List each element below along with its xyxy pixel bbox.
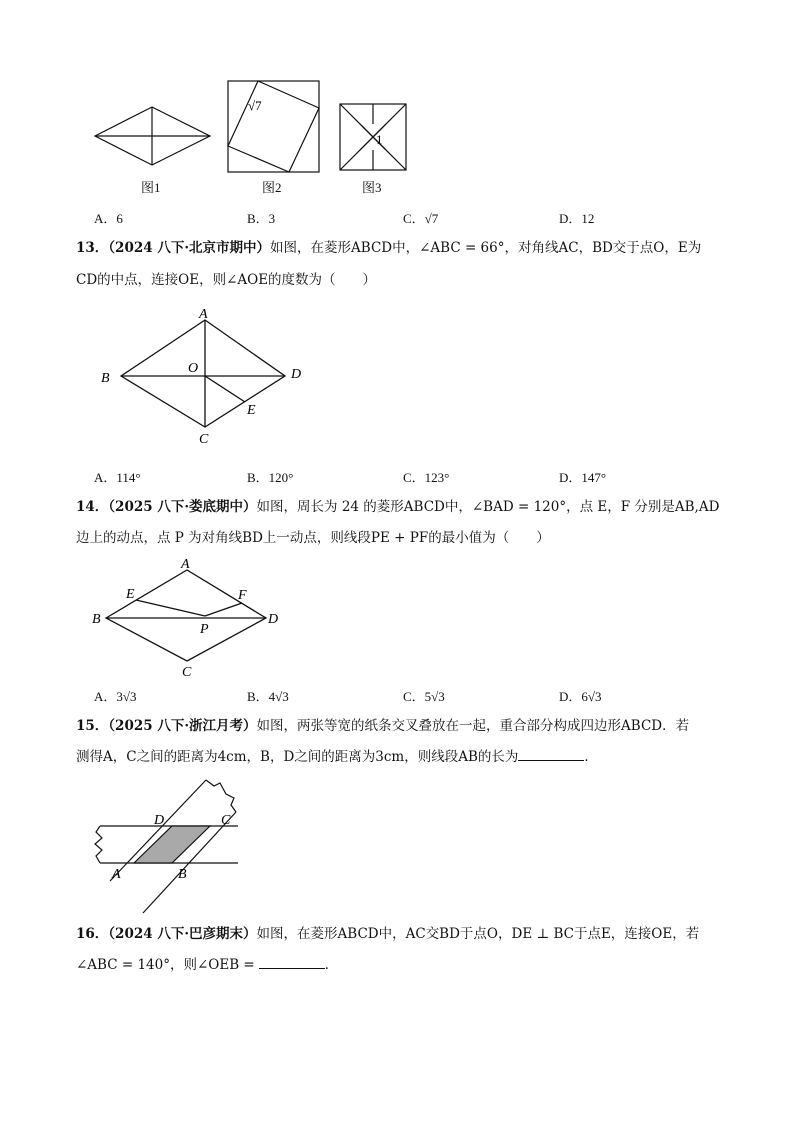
q16-text2: ∠ABC = 140°，则∠OEB = [76, 957, 255, 973]
q16-text1: 如图，在菱形ABCD中，AC交BD于点O，DE ⊥ BC于点E，连接OE，若 [256, 926, 700, 942]
q12-option-c: C．√7 [403, 211, 439, 226]
fig3-caption: 图3 [362, 180, 382, 195]
q15-text1: 如图，两张等宽的纸条交叉叠放在一起，重合部分构成四边形ABCD．若 [256, 718, 690, 734]
q15-point-a: A [112, 867, 121, 882]
q15-stem-line2 [76, 747, 598, 767]
q14-option-b: B．4√3 [247, 689, 289, 704]
fig3-pinwheel [340, 104, 406, 170]
q14-point-p: P [200, 622, 209, 637]
q15-source: （2025 八下·浙江月考） [108, 718, 257, 734]
q16-answer-blank[interactable] [259, 956, 325, 969]
q14-source: （2025 八下·娄底期中） [108, 499, 257, 515]
fig1-rhombus [95, 107, 210, 165]
q15-point-c: C [221, 813, 231, 828]
q14-number: 14． [76, 499, 109, 515]
q13-stem-line2: CD的中点，连接OE，则∠AOE的度数为（ ） [76, 272, 377, 288]
q13-point-b: B [101, 371, 110, 386]
q13-option-a: A．114° [94, 470, 141, 485]
q13-point-e: E [247, 403, 256, 418]
fig2-caption: 图2 [262, 180, 282, 195]
q13-option-b: B．120° [247, 470, 294, 485]
q14-option-c: C．5√3 [403, 689, 445, 704]
q13-point-d: D [291, 367, 302, 382]
q13-source: （2024 八下·北京市期中） [108, 240, 271, 256]
q14-point-c: C [182, 665, 192, 680]
q13-option-c: C．123° [403, 470, 450, 485]
q14-figure [90, 553, 290, 683]
q16-stem-line1 [76, 924, 699, 944]
q12-option-d: D．12 [559, 211, 595, 226]
q15-figure [88, 776, 248, 916]
q13-text1: 如图，在菱形ABCD中，∠ABC = 66°，对角线AC，BD交于点O，E为 [270, 240, 702, 256]
q13-stem-line1 [76, 238, 701, 258]
q14-point-e: E [126, 587, 135, 602]
q14-option-d: D．6√3 [559, 689, 602, 704]
q14-point-b: B [92, 612, 101, 627]
q13-figure [95, 300, 315, 450]
q13-point-a: A [199, 307, 208, 322]
q16-number: 16． [76, 926, 109, 942]
q14-text1: 如图，周长为 24 的菱形ABCD中，∠BAD = 120°，点 E，F 分别是AB,AD [256, 499, 720, 515]
q13-option-d: D．147° [559, 470, 607, 485]
q15-text2: 测得A，C之间的距离为4cm，B，D之间的距离为3cm，则线段AB的长为 [76, 749, 519, 765]
fig3-one-label: 1 [376, 132, 383, 147]
q14-point-f: F [238, 588, 247, 603]
q12-option-b: B．3 [247, 211, 276, 226]
q15-answer-blank[interactable] [518, 748, 584, 761]
q12-option-a: A．6 [94, 211, 123, 226]
q14-stem-line2: 边上的动点，点 P 为对角线BD上一动点，则线段PE + PF的最小值为（ ） [76, 530, 550, 546]
q15-stem-line1 [76, 716, 689, 736]
q15-number: 15． [76, 718, 109, 734]
q14-stem-line1 [76, 497, 719, 517]
q15-text2-end: ． [584, 749, 598, 765]
fig1-caption: 图1 [141, 180, 161, 195]
q14-option-a: A．3√3 [94, 689, 137, 704]
fig2-sqrt7-label: √7 [248, 98, 262, 113]
q16-text2-end: ． [324, 957, 339, 973]
q16-source: （2024 八下·巴彦期末） [108, 926, 257, 942]
q14-point-d: D [268, 612, 279, 627]
q13-point-c: C [199, 432, 209, 447]
q13-number: 13． [76, 240, 109, 256]
q15-point-b: B [178, 867, 187, 882]
q16-stem-line2 [76, 955, 338, 975]
q15-point-d: D [154, 813, 165, 828]
fig2-squares [228, 81, 319, 172]
q14-point-a: A [181, 557, 190, 572]
q13-point-o: O [188, 361, 199, 376]
